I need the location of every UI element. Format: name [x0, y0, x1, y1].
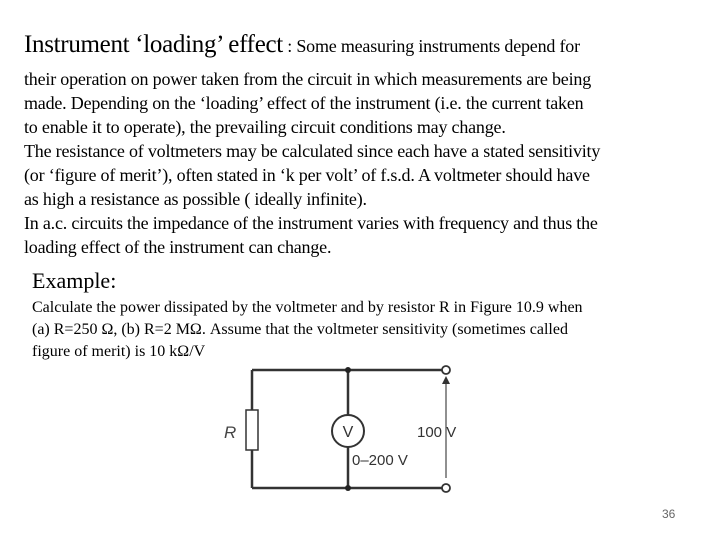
body-line: The resistance of voltmeters may be calculated since each have a stated sensitivity [24, 141, 601, 161]
meter-symbol-label: V [342, 424, 354, 441]
body-line: as high a resistance as possible ( ideally infinite). [24, 189, 367, 209]
body-line: to enable it to operate), the prevailing circuit conditions may change. [24, 117, 506, 137]
body-line: In a.c. circuits the impedance of the instrument varies with frequency and thus the [24, 213, 598, 233]
meter-range-label: 0–200 V [352, 452, 408, 469]
heading-title: Instrument ‘loading’ effect [24, 31, 283, 58]
supply-voltage-label: 100 V [417, 424, 457, 441]
example-line: figure of merit) is 10 kΩ/V [32, 343, 206, 360]
arrow-head-icon [442, 376, 450, 384]
body-line: loading effect of the instrument can change. [24, 237, 332, 257]
example-line: Calculate the power dissipated by the voltmeter and by resistor R in Figure 10.9 when [32, 299, 583, 316]
body-line: their operation on power taken from the circuit in which measurements are being [24, 69, 591, 89]
body-line: (or ‘figure of merit’), often stated in ‘k per volt’ of f.s.d. A voltmeter should have [24, 165, 590, 185]
example-label: Example: [32, 268, 117, 293]
terminal-top [442, 366, 450, 374]
junction-dot [345, 485, 351, 491]
heading-intro: : Some measuring instruments depend for [282, 36, 580, 56]
example-line: (a) R=250 Ω, (b) R=2 MΩ. Assume that the voltmeter sensitivity (sometimes called [32, 321, 568, 338]
page-number: 36 [662, 507, 676, 521]
resistor-symbol [246, 410, 258, 450]
junction-dot [345, 367, 351, 373]
terminal-bottom [442, 484, 450, 492]
resistor-label: R [224, 423, 237, 442]
body-line: made. Depending on the ‘loading’ effect of the instrument (i.e. the current taken [24, 93, 584, 113]
